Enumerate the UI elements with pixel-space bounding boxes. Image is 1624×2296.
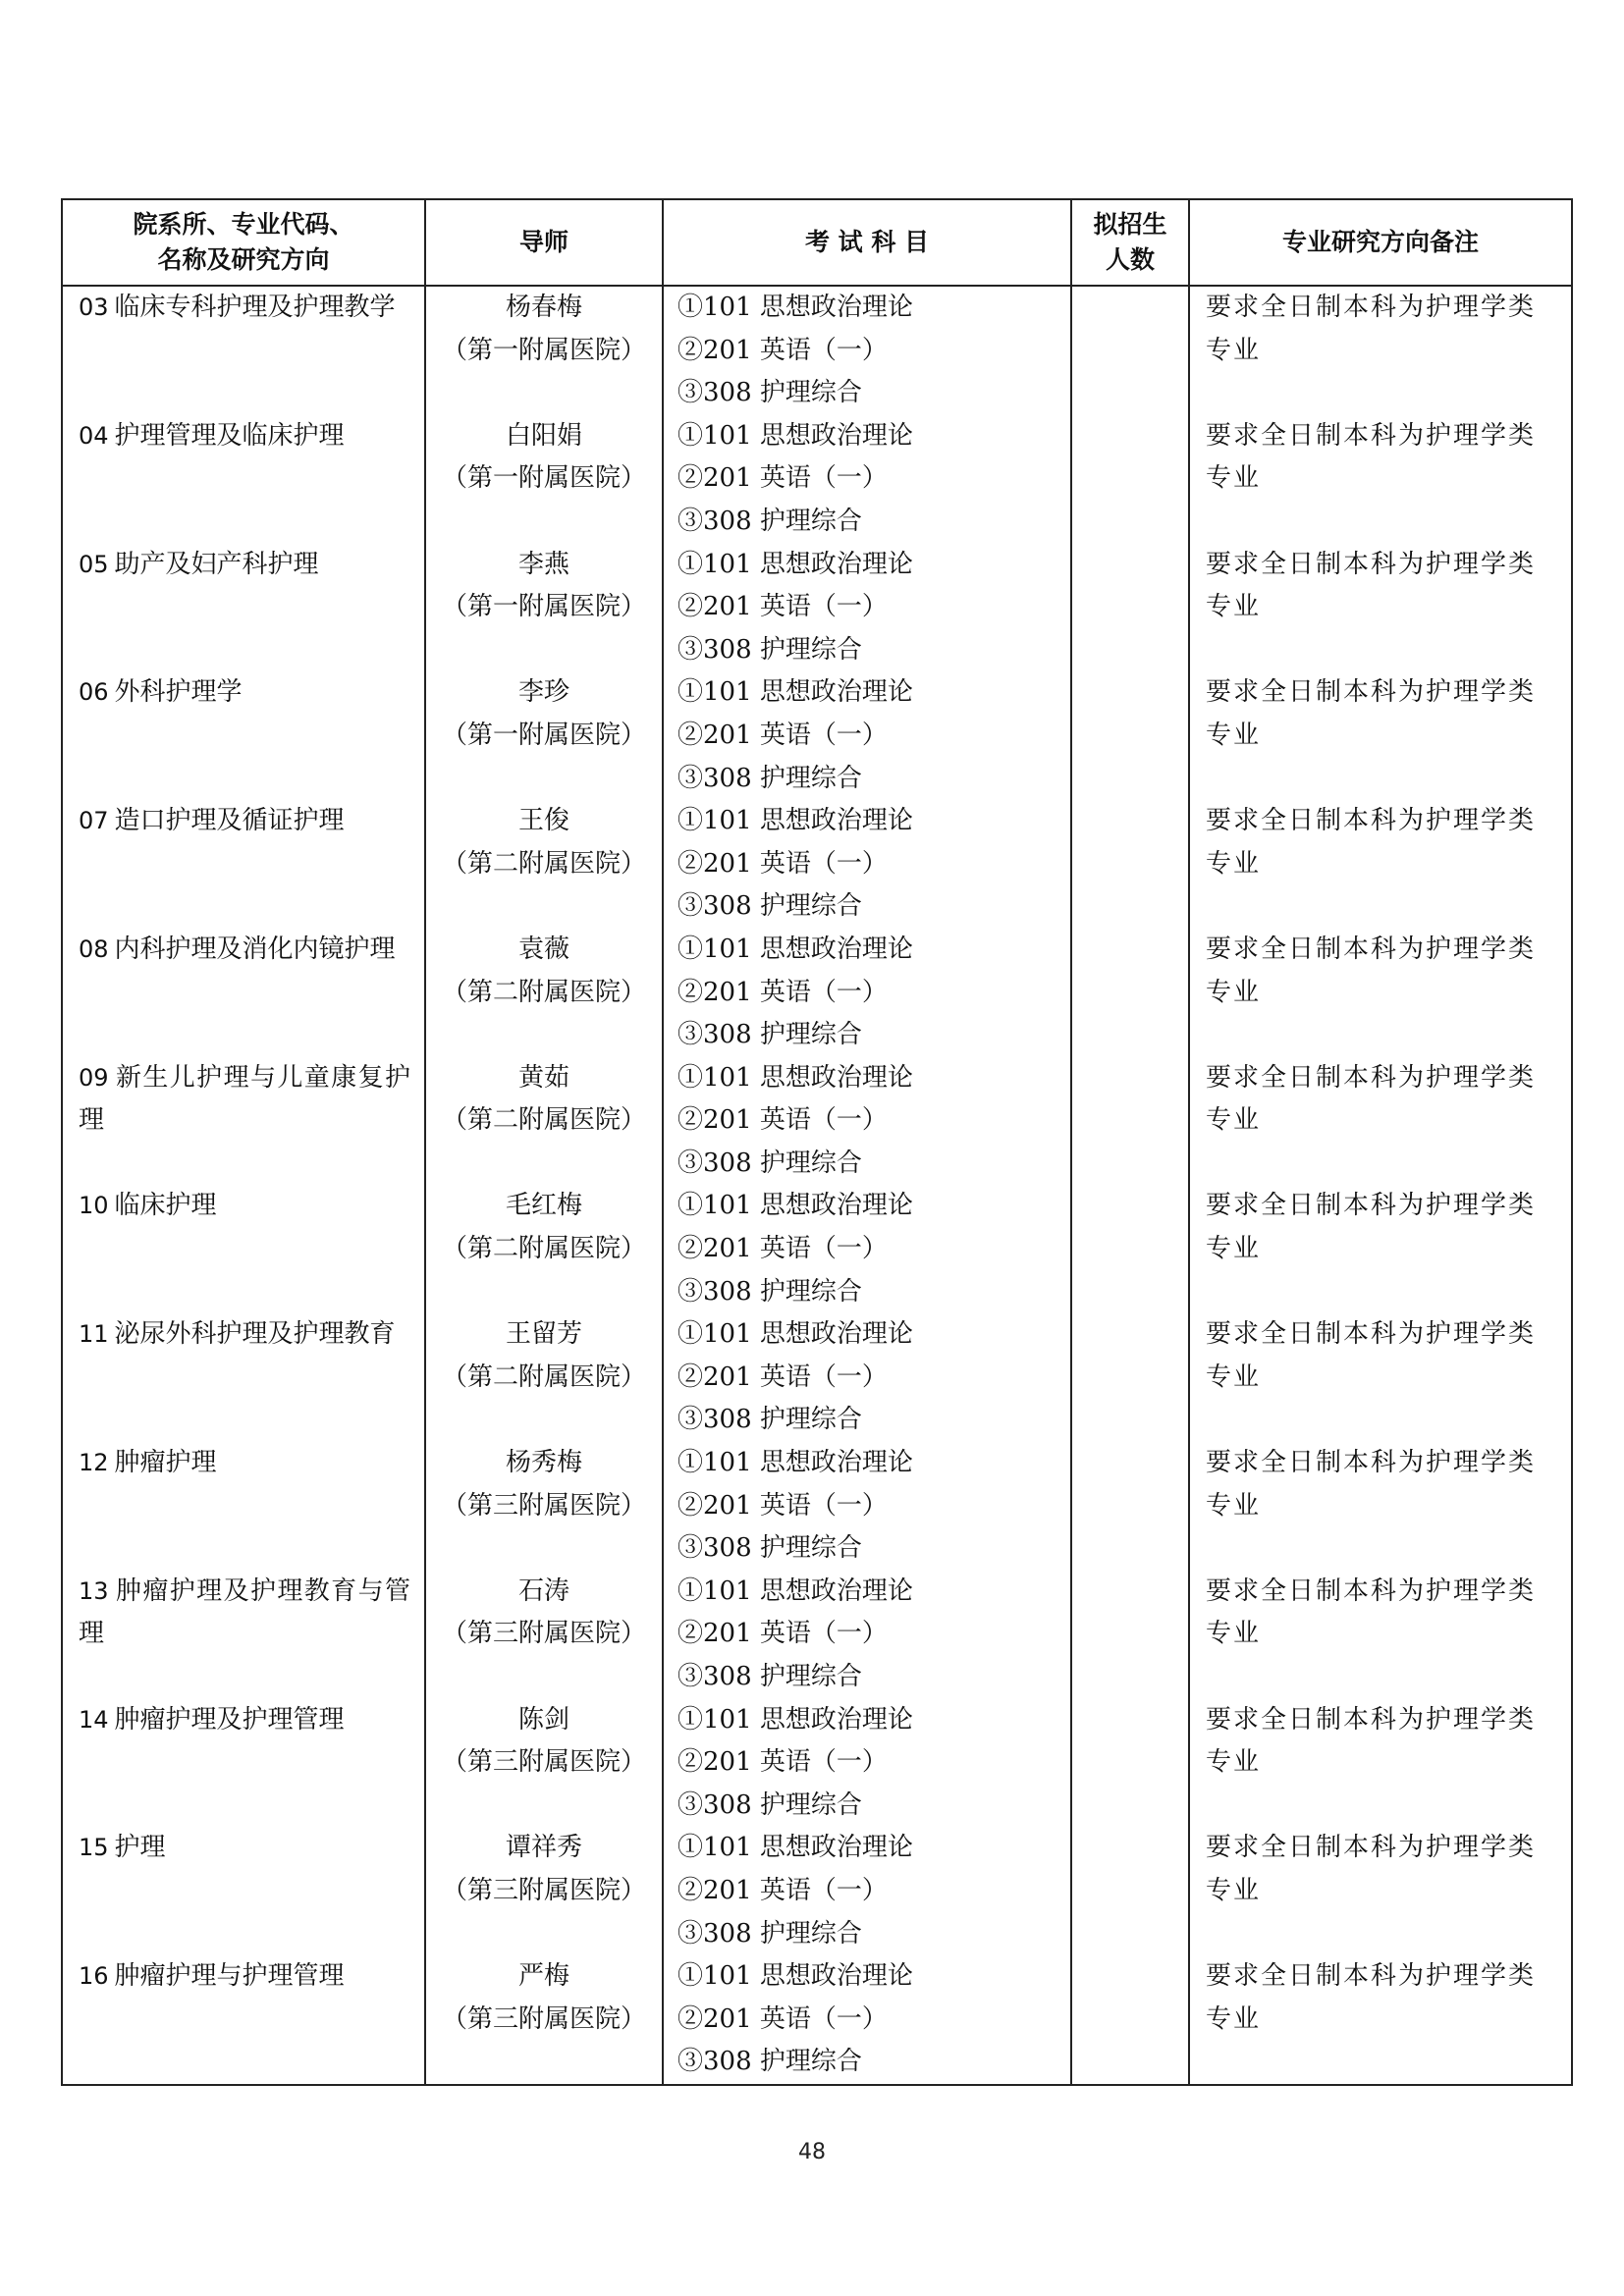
- exam-subject-1: ①101 思想政治理论: [677, 934, 913, 964]
- direction-code: 14: [79, 1705, 109, 1734]
- exam-subject-3: ③308 护理综合: [677, 1789, 862, 1820]
- exam-cell: [663, 1827, 1071, 1955]
- exam-subject-1: ①101 思想政治理论: [677, 1319, 913, 1350]
- tutor-cell: [425, 929, 663, 1057]
- tutor-hospital: （第二附属医院）: [441, 848, 646, 879]
- note-cell: 要求全日制本科为护理学类专业: [1189, 1699, 1572, 1828]
- exam-subject-2: ②201 英语（一）: [677, 335, 888, 365]
- exam-subject-2: ②201 英语（一）: [677, 1105, 888, 1136]
- direction-cell: [62, 544, 425, 672]
- direction-name: 肿瘤护理: [114, 1448, 217, 1478]
- note-cell: 要求全日制本科为护理学类专业: [1189, 800, 1572, 929]
- direction-code: 04: [79, 421, 109, 450]
- exam-subject-3: ③308 护理综合: [677, 891, 862, 922]
- exam-cell: [663, 415, 1071, 544]
- table-row: [62, 1442, 1572, 1571]
- exam-cell: [663, 1185, 1071, 1313]
- exam-subject-3: ③308 护理综合: [677, 634, 862, 665]
- table-row: [62, 1185, 1572, 1313]
- direction-cell: [62, 1057, 425, 1186]
- table-body: [62, 286, 1572, 2085]
- exam-subject-3: ③308 护理综合: [677, 2047, 862, 2077]
- tutor-cell: [425, 1827, 663, 1955]
- direction-code: 12: [79, 1449, 109, 1477]
- direction-cell: [62, 671, 425, 800]
- exam-subject-3: ③308 护理综合: [677, 1405, 862, 1435]
- tutor-hospital: （第一附属医院）: [441, 592, 646, 622]
- quota-cell: [1071, 1955, 1189, 2085]
- direction-code: 13: [79, 1576, 109, 1605]
- header-quota-line2: 人数: [1105, 245, 1155, 274]
- table-row: [62, 1955, 1572, 2085]
- note-cell: 要求全日制本科为护理学类专业: [1189, 671, 1572, 800]
- note-cell: 要求全日制本科为护理学类专业: [1189, 544, 1572, 672]
- quota-cell: [1071, 1313, 1189, 1442]
- note-cell: 要求全日制本科为护理学类专业: [1189, 1442, 1572, 1571]
- exam-cell: [663, 800, 1071, 929]
- exam-subject-3: ③308 护理综合: [677, 1020, 862, 1050]
- quota-cell: [1071, 1185, 1189, 1313]
- header-quota-line1: 拟招生: [1093, 210, 1167, 239]
- tutor-cell: [425, 286, 663, 415]
- exam-subject-3: ③308 护理综合: [677, 378, 862, 408]
- quota-cell: [1071, 800, 1189, 929]
- direction-name: 护理管理及临床护理: [114, 420, 345, 451]
- exam-subject-3: ③308 护理综合: [677, 506, 862, 536]
- exam-subject-1: ①101 思想政治理论: [677, 1704, 913, 1735]
- quota-cell: [1071, 1827, 1189, 1955]
- tutor-hospital: （第三附属医院）: [441, 1619, 646, 1649]
- note-cell: 要求全日制本科为护理学类专业: [1189, 415, 1572, 544]
- tutor-cell: [425, 1057, 663, 1186]
- direction-code: 10: [79, 1192, 109, 1220]
- exam-subject-2: ②201 英语（一）: [677, 1619, 888, 1649]
- header-tutor: 导师: [425, 199, 663, 286]
- exam-subject-1: ①101 思想政治理论: [677, 1833, 913, 1863]
- exam-subject-3: ③308 护理综合: [677, 1918, 862, 1949]
- exam-subject-1: ①101 思想政治理论: [677, 293, 913, 322]
- direction-code: 06: [79, 678, 109, 707]
- tutor-cell: [425, 1571, 663, 1699]
- table-row: [62, 671, 1572, 800]
- exam-subject-1: ①101 思想政治理论: [677, 1448, 913, 1478]
- tutor-hospital: （第三附属医院）: [441, 2003, 646, 2034]
- direction-code: 08: [79, 934, 109, 963]
- direction-name: 造口护理及循证护理: [114, 806, 345, 836]
- exam-subject-1: ①101 思想政治理论: [677, 677, 913, 708]
- tutor-hospital: （第二附属医院）: [441, 1105, 646, 1136]
- direction-name: 护理: [114, 1833, 166, 1863]
- tutor-name: 黄茹: [517, 1062, 569, 1093]
- exam-subject-2: ②201 英语（一）: [677, 463, 888, 494]
- tutor-hospital: （第一附属医院）: [441, 463, 646, 494]
- exam-cell: [663, 1955, 1071, 2085]
- direction-code: 16: [79, 1962, 109, 1991]
- direction-code: 07: [79, 807, 109, 835]
- tutor-cell: [425, 1699, 663, 1828]
- direction-name: 肿瘤护理与护理管理: [114, 1961, 345, 1992]
- note-cell: 要求全日制本科为护理学类专业: [1189, 1185, 1572, 1313]
- exam-subject-1: ①101 思想政治理论: [677, 1575, 913, 1606]
- table-row: [62, 800, 1572, 929]
- direction-cell: [62, 929, 425, 1057]
- table-row: [62, 929, 1572, 1057]
- direction-cell: [62, 1442, 425, 1571]
- table-row: [62, 415, 1572, 544]
- table-row: [62, 1699, 1572, 1828]
- tutor-cell: [425, 800, 663, 929]
- tutor-cell: [425, 1185, 663, 1313]
- page-number: 48: [798, 2140, 826, 2164]
- exam-subject-1: ①101 思想政治理论: [677, 420, 913, 451]
- quota-cell: [1071, 544, 1189, 672]
- exam-subject-2: ②201 英语（一）: [677, 592, 888, 622]
- quota-cell: [1071, 1057, 1189, 1186]
- table-row: [62, 1313, 1572, 1442]
- quota-cell: [1071, 1699, 1189, 1828]
- quota-cell: [1071, 1442, 1189, 1571]
- tutor-name: 王留芳: [505, 1319, 582, 1350]
- tutor-cell: [425, 544, 663, 672]
- tutor-name: 杨秀梅: [505, 1448, 582, 1478]
- direction-name: 新生儿护理与儿童康复护理: [79, 1062, 410, 1136]
- tutor-cell: [425, 1955, 663, 2085]
- direction-code: 05: [79, 550, 109, 578]
- tutor-hospital: （第一附属医院）: [441, 335, 646, 365]
- direction-cell: [62, 1699, 425, 1828]
- header-quota: [1071, 199, 1189, 286]
- tutor-hospital: （第二附属医院）: [441, 977, 646, 1007]
- exam-subject-3: ③308 护理综合: [677, 1533, 862, 1564]
- direction-cell: [62, 1185, 425, 1313]
- direction-cell: [62, 1313, 425, 1442]
- note-cell: 要求全日制本科为护理学类专业: [1189, 929, 1572, 1057]
- table-row: [62, 1827, 1572, 1955]
- direction-cell: [62, 1955, 425, 2085]
- exam-subject-3: ③308 护理综合: [677, 1662, 862, 1691]
- tutor-hospital: （第三附属医院）: [441, 1747, 646, 1778]
- tutor-name: 石涛: [517, 1575, 569, 1606]
- direction-name: 临床专科护理及护理教学: [114, 293, 396, 322]
- tutor-cell: [425, 1313, 663, 1442]
- tutor-hospital: （第二附属医院）: [441, 1362, 646, 1392]
- header-direction: [62, 199, 425, 286]
- exam-subject-3: ③308 护理综合: [677, 763, 862, 793]
- tutor-cell: [425, 415, 663, 544]
- table-row: [62, 544, 1572, 672]
- direction-cell: [62, 286, 425, 415]
- header-note: 专业研究方向备注: [1189, 199, 1572, 286]
- direction-code: 09: [79, 1063, 109, 1092]
- direction-name: 泌尿外科护理及护理教育: [114, 1319, 396, 1350]
- exam-subject-2: ②201 英语（一）: [677, 848, 888, 879]
- exam-cell: [663, 286, 1071, 415]
- tutor-name: 袁薇: [517, 934, 569, 964]
- direction-cell: [62, 1571, 425, 1699]
- tutor-name: 严梅: [517, 1961, 569, 1992]
- direction-code: 03: [79, 294, 109, 321]
- tutor-cell: [425, 671, 663, 800]
- exam-subject-1: ①101 思想政治理论: [677, 806, 913, 836]
- exam-cell: [663, 1057, 1071, 1186]
- direction-name: 外科护理学: [114, 677, 243, 708]
- tutor-hospital: （第三附属医院）: [441, 1875, 646, 1905]
- exam-subject-2: ②201 英语（一）: [677, 720, 888, 750]
- table-row: [62, 1571, 1572, 1699]
- exam-subject-2: ②201 英语（一）: [677, 977, 888, 1007]
- quota-cell: [1071, 286, 1189, 415]
- exam-cell: [663, 1442, 1071, 1571]
- direction-cell: [62, 800, 425, 929]
- header-row: [62, 199, 1572, 286]
- direction-code: 11: [79, 1320, 109, 1349]
- direction-name: 肿瘤护理及护理管理: [114, 1704, 345, 1735]
- exam-subject-1: ①101 思想政治理论: [677, 1191, 913, 1221]
- exam-subject-2: ②201 英语（一）: [677, 2003, 888, 2034]
- exam-subject-2: ②201 英语（一）: [677, 1490, 888, 1521]
- direction-name: 内科护理及消化内镜护理: [114, 934, 396, 964]
- admissions-table: [61, 198, 1573, 2086]
- header-direction-line1: 院系所、专业代码、: [133, 210, 354, 239]
- exam-cell: [663, 671, 1071, 800]
- exam-subject-2: ②201 英语（一）: [677, 1234, 888, 1264]
- tutor-name: 陈剑: [517, 1704, 569, 1735]
- table-row: [62, 286, 1572, 415]
- exam-cell: [663, 1571, 1071, 1699]
- exam-cell: [663, 929, 1071, 1057]
- exam-subject-3: ③308 护理综合: [677, 1276, 862, 1307]
- tutor-name: 王俊: [517, 806, 569, 836]
- tutor-name: 杨春梅: [505, 293, 582, 322]
- quota-cell: [1071, 671, 1189, 800]
- exam-subject-3: ③308 护理综合: [677, 1148, 862, 1178]
- note-cell: 要求全日制本科为护理学类专业: [1189, 1827, 1572, 1955]
- quota-cell: [1071, 929, 1189, 1057]
- header-direction-line2: 名称及研究方向: [157, 245, 330, 274]
- exam-subject-1: ①101 思想政治理论: [677, 1961, 913, 1992]
- direction-code: 15: [79, 1834, 109, 1862]
- tutor-name: 李燕: [517, 549, 569, 579]
- direction-cell: [62, 415, 425, 544]
- table-header: [62, 199, 1572, 286]
- exam-subject-2: ②201 英语（一）: [677, 1362, 888, 1392]
- tutor-name: 谭祥秀: [505, 1833, 582, 1863]
- exam-cell: [663, 1699, 1071, 1828]
- exam-cell: [663, 544, 1071, 672]
- direction-cell: [62, 1827, 425, 1955]
- exam-subject-1: ①101 思想政治理论: [677, 549, 913, 579]
- table-row: [62, 1057, 1572, 1186]
- tutor-hospital: （第三附属医院）: [441, 1490, 646, 1521]
- direction-name: 肿瘤护理及护理教育与管理: [79, 1575, 410, 1649]
- note-cell: 要求全日制本科为护理学类专业: [1189, 1955, 1572, 2085]
- note-cell: 要求全日制本科为护理学类专业: [1189, 1057, 1572, 1186]
- exam-subject-1: ①101 思想政治理论: [677, 1062, 913, 1093]
- header-exam: 考 试 科 目: [663, 199, 1071, 286]
- direction-name: 助产及妇产科护理: [114, 549, 319, 579]
- tutor-hospital: （第一附属医院）: [441, 720, 646, 750]
- note-cell: 要求全日制本科为护理学类专业: [1189, 286, 1572, 415]
- direction-name: 临床护理: [114, 1191, 217, 1221]
- quota-cell: [1071, 1571, 1189, 1699]
- tutor-name: 李珍: [517, 677, 569, 708]
- exam-cell: [663, 1313, 1071, 1442]
- exam-subject-2: ②201 英语（一）: [677, 1747, 888, 1778]
- note-cell: 要求全日制本科为护理学类专业: [1189, 1571, 1572, 1699]
- tutor-hospital: （第二附属医院）: [441, 1234, 646, 1264]
- note-cell: 要求全日制本科为护理学类专业: [1189, 1313, 1572, 1442]
- tutor-name: 毛红梅: [505, 1191, 582, 1221]
- tutor-cell: [425, 1442, 663, 1571]
- quota-cell: [1071, 415, 1189, 544]
- tutor-name: 白阳娟: [505, 420, 582, 451]
- exam-subject-2: ②201 英语（一）: [677, 1875, 888, 1905]
